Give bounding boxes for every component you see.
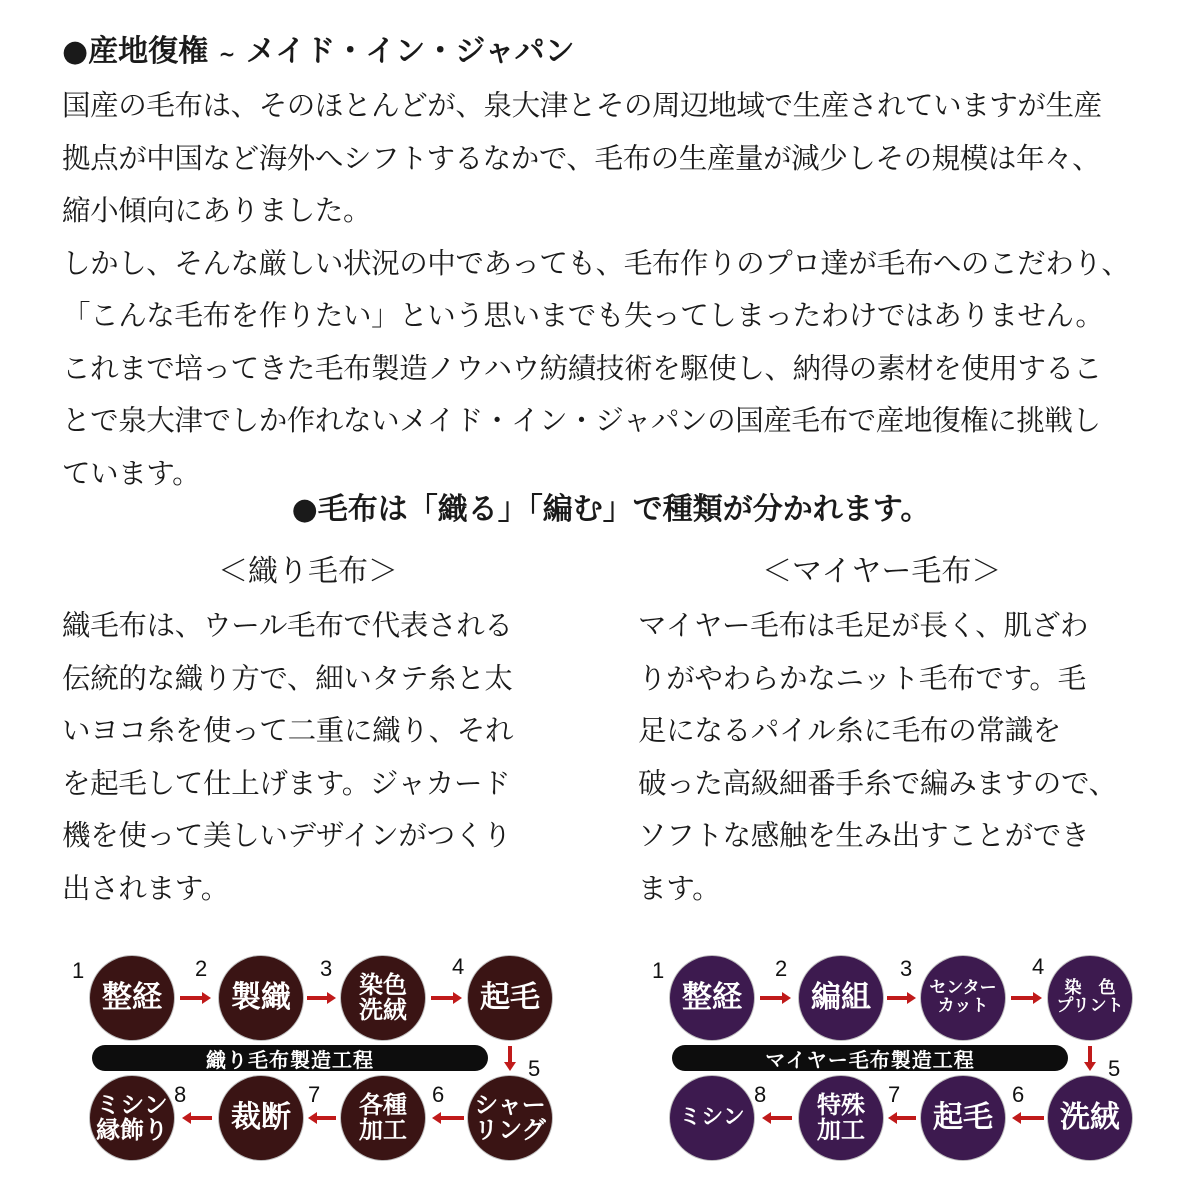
text-line: 織毛布は、ウール毛布で代表される: [62, 609, 513, 642]
arrow-left-icon: [70, 950, 570, 1190]
intro-line: これまで培ってきた毛布製造ノウハウ紡績技術を駆使し、納得の素材を使用するこ: [62, 351, 1102, 385]
step-label: 特殊: [817, 1090, 865, 1119]
step-label: 洗絨: [1060, 1100, 1120, 1136]
woven-blanket-text: [62, 600, 513, 915]
mayer-process-diagram: [650, 950, 1150, 1190]
title-tilde: ~: [218, 42, 236, 66]
text-line: ます。: [638, 871, 721, 905]
text-line: 出されます。: [62, 871, 229, 905]
step-number: 5: [528, 1056, 541, 1081]
step-label: プリント: [1056, 996, 1124, 1016]
text-line: マイヤー毛布は毛足が長く、肌ざわ: [638, 609, 1089, 642]
step-label: 縁飾り: [96, 1116, 168, 1144]
step-label: ミシン: [679, 1105, 745, 1131]
step-label: 加工: [817, 1116, 865, 1144]
step-label: 製織: [231, 980, 291, 1016]
text-line: 破った高級細番手糸で編みますので、: [638, 766, 1117, 800]
step-label: カット: [937, 996, 989, 1016]
woven-blanket-title: ＜織り毛布＞: [218, 554, 398, 589]
step-label: 染色: [359, 970, 407, 999]
intro-line: 拠点が中国など海外へシフトするなかで、毛布の生産量が減少しその規模は年々、: [62, 141, 1101, 175]
step-label: 起毛: [480, 980, 540, 1016]
step-label: シャー: [474, 1090, 546, 1119]
text-line: 伝統的な織り方で、細いタテ糸と太: [62, 661, 513, 695]
step-number: 8: [754, 1082, 767, 1107]
title-sub: メイド・イン・ジャパン: [245, 34, 575, 69]
text-line: いヨコ糸を使って二重に織り、それ: [62, 714, 514, 747]
step-number: 6: [432, 1082, 445, 1107]
intro-line: 国産の毛布は、そのほとんどが、泉大津とその周辺地域で生産されていますが生産: [62, 89, 1102, 122]
step-label: 染 色: [1064, 978, 1116, 999]
step-number: 7: [888, 1082, 901, 1107]
bullet: ●: [62, 34, 89, 69]
intro-line: しかし、そんな厳しい状況の中であっても、毛布作りのプロ達が毛布へのこだわり、: [62, 246, 1130, 280]
step-label: 整経: [102, 980, 162, 1016]
text-line: ソフトな感触を生み出すことができ: [638, 819, 1090, 852]
step-label: 各種: [359, 1090, 407, 1119]
step-label: リング: [474, 1116, 546, 1144]
mayer-blanket-text: [638, 600, 1117, 915]
section-title: [62, 26, 575, 70]
intro-line: 縮小傾向にありました。: [62, 194, 372, 227]
process-label: マイヤー毛布製造工程: [672, 1045, 1068, 1071]
step-number: 1: [652, 958, 665, 983]
intro-line: ています。: [62, 456, 201, 490]
step-number: 7: [308, 1082, 321, 1107]
step-label: 加工: [359, 1116, 407, 1144]
text-line: を起毛して仕上げます。ジャカード: [62, 766, 511, 800]
step-number: 2: [195, 956, 208, 981]
step-number: 3: [900, 956, 913, 981]
step-label: 起毛: [933, 1100, 993, 1136]
step-label: 整経: [682, 980, 742, 1016]
types-heading: ●毛布は「織る」「編む」で種類が分かれます。: [291, 492, 931, 527]
intro-paragraph: [62, 80, 1152, 500]
step-label: ミシン: [96, 1090, 168, 1119]
title-main: 産地復権: [88, 34, 209, 69]
step-number: 1: [72, 958, 85, 983]
text-line: りがやわらかなニット毛布です。毛: [638, 661, 1086, 695]
mayer-blanket-title: ＜マイヤー毛布＞: [762, 554, 1002, 589]
step-label: 裁断: [231, 1100, 291, 1136]
intro-line: 「こんな毛布を作りたい」という思いまでも失ってしまったわけではありません。: [62, 299, 1104, 332]
step-number: 6: [1012, 1082, 1025, 1107]
step-number: 4: [1032, 954, 1045, 979]
woven-process-diagram: [70, 950, 570, 1190]
text-line: 足になるパイル糸に毛布の常識を: [638, 714, 1062, 747]
step-number: 3: [320, 956, 333, 981]
step-number: 2: [775, 956, 788, 981]
step-label: 編組: [811, 980, 871, 1016]
intro-line: とで泉大津でしか作れないメイド・イン・ジャパンの国産毛布で産地復権に挑戦し: [62, 404, 1101, 437]
arrow-left-icon: [650, 950, 1150, 1190]
text-line: 機を使って美しいデザインがつくり: [62, 819, 512, 852]
step-number: 5: [1108, 1056, 1121, 1081]
process-label: 織り毛布製造工程: [92, 1045, 488, 1071]
step-label: センター: [929, 978, 997, 999]
step-label: 洗絨: [359, 996, 407, 1024]
step-number: 8: [174, 1082, 187, 1107]
step-number: 4: [452, 954, 465, 979]
